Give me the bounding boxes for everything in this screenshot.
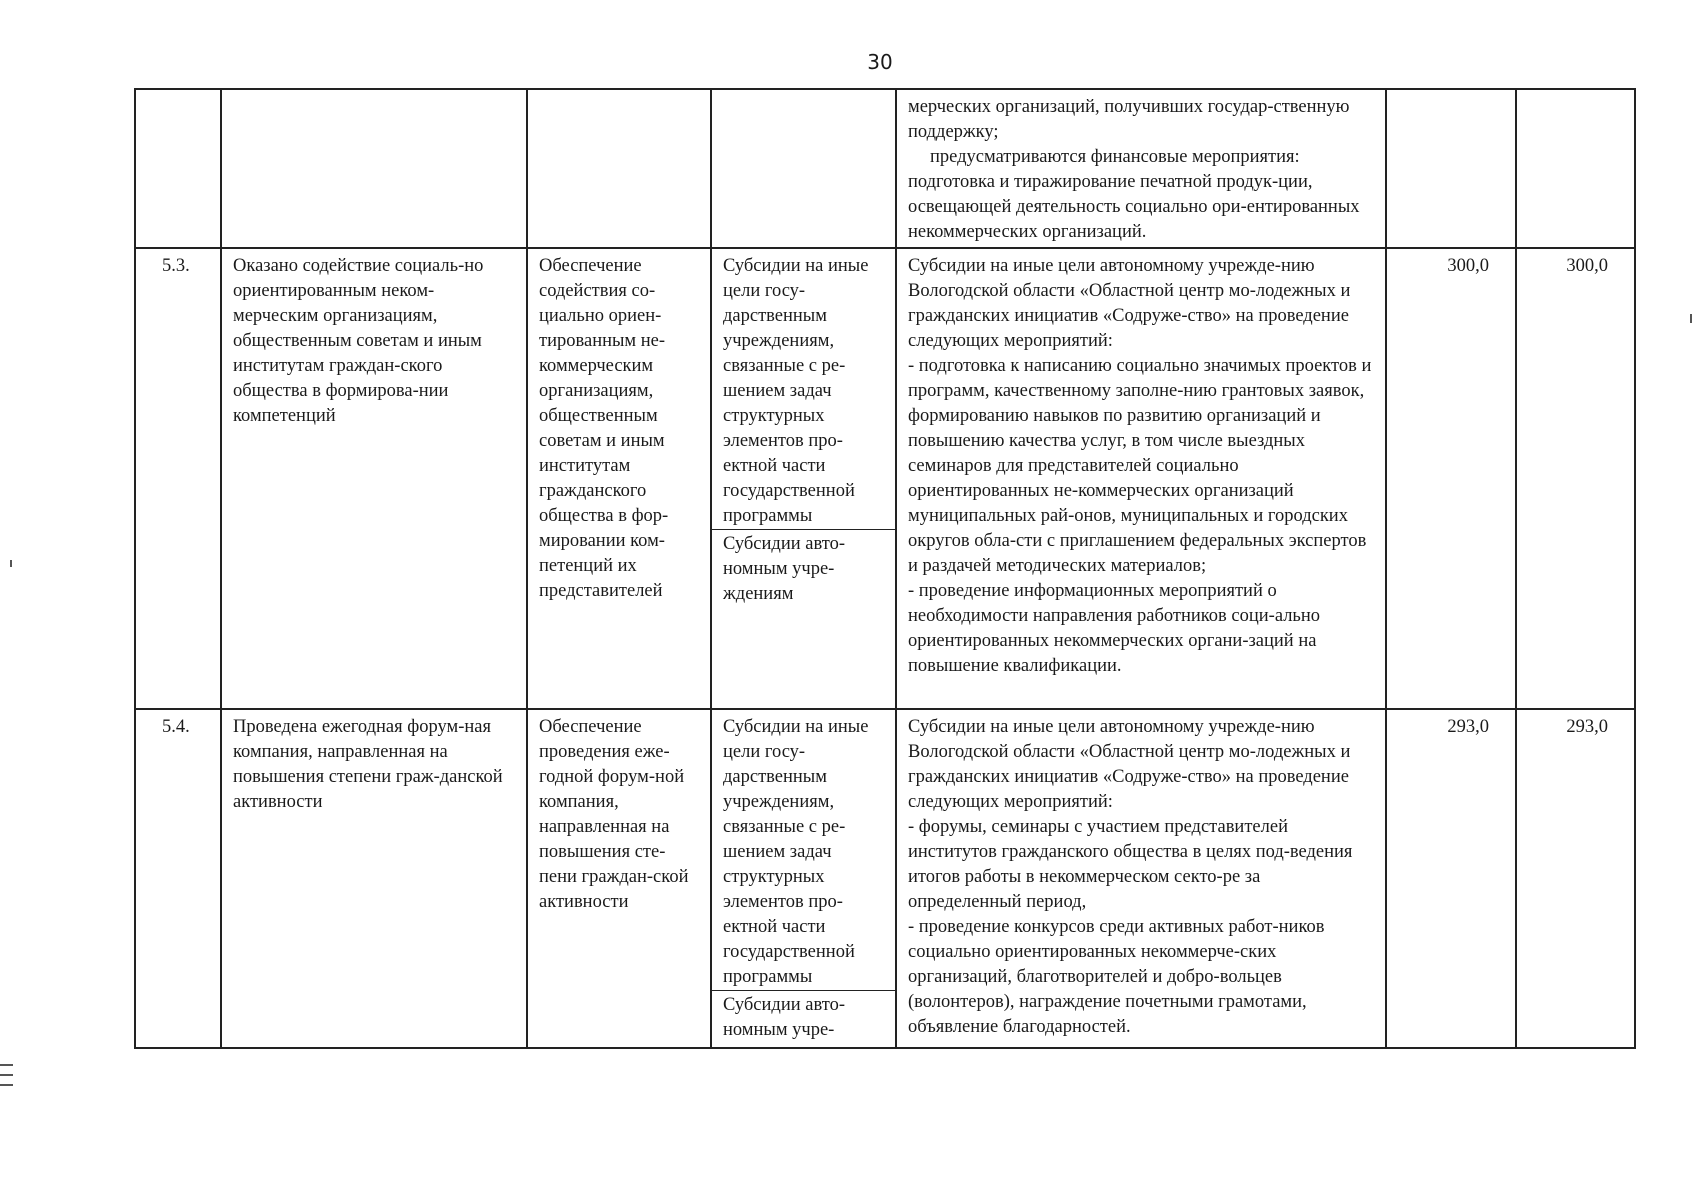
description-cell bbox=[896, 89, 1386, 248]
task-cell: Обеспечение содействия со-циально ориен-тированным не-коммерческим организациям, общественным советам и иным институтам гражданского общества в фор-мировании ком-петенций их представителей bbox=[527, 248, 711, 709]
amount-fact: 300,0 bbox=[1516, 248, 1635, 709]
description-paragraph: Субсидии на иные цели автономному учрежде-нию Вологодской области «Областной центр мо-лодежных и гражданских инициатив «Содруже-ство» на проведение следующих мероприятий: bbox=[908, 256, 1351, 351]
margin-mark bbox=[1690, 314, 1692, 323]
binding-mark bbox=[0, 1064, 13, 1066]
description-cell bbox=[896, 709, 1386, 1048]
program-table bbox=[134, 88, 1636, 1049]
source-cell bbox=[711, 89, 896, 248]
table-row bbox=[135, 709, 1635, 1048]
result-cell: Проведена ежегодная форум-ная компания, направленная на повышения степени граж-данской активности bbox=[221, 709, 527, 1048]
description-cell bbox=[896, 248, 1386, 709]
binding-mark bbox=[0, 1084, 13, 1086]
amount-plan: 293,0 bbox=[1386, 709, 1516, 1048]
table-row bbox=[135, 248, 1635, 709]
row-number bbox=[135, 89, 221, 248]
task-cell bbox=[527, 89, 711, 248]
binding-mark bbox=[0, 1074, 13, 1076]
amount-plan bbox=[1386, 89, 1516, 248]
table-row bbox=[135, 89, 1635, 248]
amount-fact: 293,0 bbox=[1516, 709, 1635, 1048]
page-number: 30 bbox=[867, 50, 893, 74]
task-cell: Обеспечение проведения еже-годной форум-ной компания, направленная на повышения сте-пени граждан-ской активности bbox=[527, 709, 711, 1048]
description-paragraph: - проведение информационных мероприятий о необходимости направления работников соци-ально ориентированных некоммерческих органи-заций на повышение квалификации. bbox=[908, 581, 1321, 676]
funding-source: Субсидии авто-номным учре-ждениям bbox=[723, 534, 845, 604]
funding-source: Субсидии авто-номным учре- bbox=[723, 995, 845, 1040]
description-paragraph: - проведение конкурсов среди активных работ-ников социально ориентированных некоммерче-ских организаций, благотворителей и добро-вольцев (волонтеров), награждение почетными грамотами, объявление благодарностей. bbox=[908, 917, 1325, 1037]
description-paragraph: - подготовка к написанию социально значимых проектов и программ, качественному заполне-нию грантовых заявок, формированию навыков по развитию организаций и повышению качества услуг, в том числе выездных семинаров для представителей социально ориентированных не-коммерческих организаций муниципальных рай-онов, муниципальных и городских округов обла-сти с приглашением федеральных экспертов и раздачей методических материалов; bbox=[908, 356, 1372, 576]
description-paragraph: мерческих организаций, получивших государ-ственную поддержку; bbox=[908, 97, 1350, 142]
margin-mark bbox=[10, 560, 12, 567]
description-paragraph: предусматриваются финансовые мероприятия: подготовка и тиражирование печатной продук-ции, освещающей деятельность социально ори-ентированных некоммерческих организаций. bbox=[908, 147, 1360, 242]
description-paragraph: Субсидии на иные цели автономному учрежде-нию Вологодской области «Областной центр мо-лодежных и гражданских инициатив «Содруже-ство» на проведение следующих мероприятий: bbox=[908, 717, 1351, 812]
funding-source: Субсидии на иные цели госу-дарственным учреждениям, связанные с ре-шением задач структурных элементов про-ектной части государственной программы bbox=[712, 715, 895, 991]
result-cell bbox=[221, 89, 527, 248]
result-cell: Оказано содействие социаль-но ориентированным неком-мерческим организациям, общественным советам и иным институтам граждан-ского общества в формирова-нии компетенций bbox=[221, 248, 527, 709]
source-cell bbox=[711, 709, 896, 1048]
row-number: 5.4. bbox=[135, 709, 221, 1048]
amount-fact bbox=[1516, 89, 1635, 248]
amount-plan: 300,0 bbox=[1386, 248, 1516, 709]
row-number: 5.3. bbox=[135, 248, 221, 709]
funding-source: Субсидии на иные цели госу-дарственным учреждениям, связанные с ре-шением задач структурных элементов про-ектной части государственной программы bbox=[712, 254, 895, 530]
description-paragraph: - форумы, семинары с участием представителей институтов гражданского общества в целях под-ведения итогов работы в некоммерческом секто-ре за определенный период, bbox=[908, 817, 1353, 912]
source-cell bbox=[711, 248, 896, 709]
